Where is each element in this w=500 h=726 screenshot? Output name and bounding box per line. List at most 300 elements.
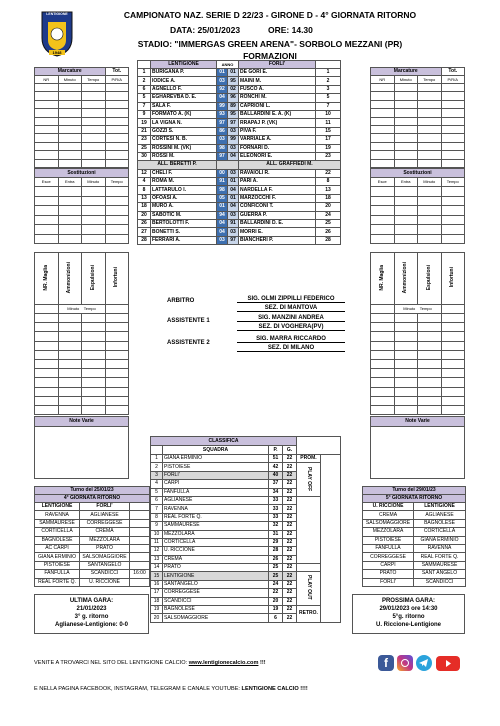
empty-cell bbox=[441, 314, 465, 323]
minute-tempo bbox=[58, 305, 105, 314]
lineup-row bbox=[138, 94, 341, 102]
turno-row bbox=[35, 544, 150, 552]
lineup-cell: 03 bbox=[217, 236, 228, 244]
standings-cell: 22 bbox=[283, 614, 297, 622]
lineup-cell: GOZZI S. bbox=[151, 127, 217, 135]
lineup-row bbox=[138, 194, 341, 202]
retro-label: RETRO. bbox=[297, 606, 321, 623]
standings-cell: 22 bbox=[283, 496, 297, 504]
standings-cell: 19 bbox=[151, 606, 163, 614]
lineup-cell: 01 bbox=[228, 69, 239, 77]
standings-cell: 31 bbox=[269, 530, 283, 538]
standings-cell: 18 bbox=[151, 597, 163, 605]
empty-cell bbox=[82, 100, 106, 108]
empty-cell bbox=[35, 225, 59, 235]
lineup-cell: 92 bbox=[217, 85, 228, 93]
lineup-cell: 03 bbox=[228, 211, 239, 219]
minute-label: Minuto bbox=[403, 306, 416, 311]
standings-row bbox=[151, 564, 341, 572]
lineup-cell: 91 bbox=[217, 178, 228, 186]
empty-cell bbox=[105, 215, 129, 225]
lineup-cell: 21 bbox=[138, 127, 151, 135]
empty-cell bbox=[82, 341, 106, 350]
lineup-cell: RRAPAJ P. (VK) bbox=[239, 119, 316, 127]
marcature-col: Minuto bbox=[58, 76, 82, 84]
turno-cell bbox=[130, 519, 150, 527]
turno-cell: GIANA ERMINIO bbox=[35, 553, 80, 561]
empty-cell bbox=[418, 225, 442, 235]
vertical-label: Infortuni bbox=[449, 267, 456, 288]
lineup-cell: SABOTIC M. bbox=[151, 211, 217, 219]
marcature-col: Tempo bbox=[418, 76, 442, 84]
turno-cell: FORLI' bbox=[363, 578, 414, 586]
sost-col: Tempo bbox=[105, 178, 129, 187]
empty-cell bbox=[35, 159, 59, 167]
empty-cell bbox=[35, 134, 59, 142]
empty-cell bbox=[418, 109, 442, 117]
lineup-cell: IODICE A. bbox=[151, 77, 217, 85]
tot-label: Tot. bbox=[105, 68, 129, 76]
sost-col: Minuto bbox=[82, 178, 106, 187]
lineup-cell: NARDELLA F. bbox=[239, 186, 316, 194]
last-match-box bbox=[34, 594, 149, 634]
empty-cell bbox=[82, 159, 106, 167]
standings-cell: SANTANGELO bbox=[163, 580, 269, 588]
empty-cell bbox=[105, 323, 129, 332]
empty-cell bbox=[394, 234, 418, 244]
turno-cell: GIANA ERMINIO bbox=[414, 536, 466, 544]
empty-cell bbox=[105, 396, 129, 405]
empty-cell bbox=[105, 378, 129, 387]
empty-cell bbox=[371, 142, 395, 150]
empty-cell bbox=[441, 387, 465, 396]
empty-cell bbox=[82, 396, 106, 405]
empty-cell bbox=[394, 196, 418, 206]
standings-cell: 22 bbox=[283, 547, 297, 555]
lineup-cell: 5 bbox=[138, 94, 151, 102]
empty-cell bbox=[58, 134, 82, 142]
ass1-name: SIG. MANZINI ANDREA bbox=[237, 315, 345, 322]
standings-table bbox=[150, 436, 341, 623]
minute-label: Minuto bbox=[67, 306, 80, 311]
turno-row bbox=[35, 519, 150, 527]
lineup-cell: 04 bbox=[217, 94, 228, 102]
empty-cell bbox=[297, 564, 321, 572]
turno-cell: REAL FORTE Q. bbox=[35, 578, 80, 586]
empty-cell bbox=[105, 187, 129, 197]
turno-row bbox=[35, 578, 150, 586]
lineup-cell: 1 bbox=[316, 69, 341, 77]
empty-cell bbox=[35, 405, 59, 414]
empty-cell bbox=[371, 234, 395, 244]
last-title: ULTIMA GARA: bbox=[69, 598, 114, 604]
empty-cell bbox=[82, 92, 106, 100]
empty-cell bbox=[394, 341, 418, 350]
lineup-cell: 13 bbox=[138, 194, 151, 202]
empty-cell bbox=[394, 405, 418, 414]
turno-cell: SCANDICCI bbox=[80, 570, 130, 578]
minute-tempo bbox=[394, 305, 441, 314]
empty-cell bbox=[441, 196, 465, 206]
formations-title: FORMAZIONI bbox=[243, 51, 297, 61]
marcature-col: P/R/A bbox=[441, 76, 465, 84]
empty-cell bbox=[394, 350, 418, 359]
empty-cell bbox=[35, 234, 59, 244]
telegram-icon[interactable] bbox=[416, 655, 432, 671]
empty-cell bbox=[418, 332, 442, 341]
lineup-row bbox=[138, 228, 341, 236]
standings-cell: AGLIANESE bbox=[163, 496, 269, 504]
empty-cell bbox=[418, 323, 442, 332]
lineup-cell: SALA F. bbox=[151, 102, 217, 110]
lineup-cell: GUERRA P. bbox=[239, 211, 316, 219]
empty-cell bbox=[371, 369, 395, 378]
lineup-cell: 1 bbox=[138, 69, 151, 77]
empty-cell bbox=[371, 359, 395, 368]
anno-label: ANNO bbox=[217, 61, 239, 69]
vertical-label: NR. Maglia bbox=[378, 264, 385, 291]
playoff-cell bbox=[297, 463, 321, 497]
standings-cell: 22 bbox=[283, 471, 297, 479]
turno-cell: CORREGGESE bbox=[363, 553, 414, 561]
empty-cell bbox=[35, 142, 59, 150]
vertical-header bbox=[371, 253, 395, 305]
empty-cell bbox=[58, 92, 82, 100]
lineup-cell: 23 bbox=[138, 136, 151, 144]
standings-cell: MEZZOLARA bbox=[163, 530, 269, 538]
lineup-cell: 03 bbox=[228, 169, 239, 177]
lineup-cell: 04 bbox=[228, 186, 239, 194]
turno-cell: FANFULLA bbox=[363, 544, 414, 552]
turno-cell: SANT ANGELO bbox=[414, 570, 466, 578]
empty-cell bbox=[371, 196, 395, 206]
empty-cell bbox=[441, 350, 465, 359]
standings-cell: 22 bbox=[283, 455, 297, 463]
standings-cell: 6 bbox=[151, 496, 163, 504]
empty-cell bbox=[441, 359, 465, 368]
p-label: P. bbox=[269, 446, 283, 455]
vertical-label: Ammonizioni bbox=[66, 261, 73, 294]
empty-cell bbox=[371, 314, 395, 323]
standings-cell: 12 bbox=[151, 547, 163, 555]
vertical-header bbox=[418, 253, 442, 305]
lineup-cell: 11 bbox=[316, 119, 341, 127]
turno-cell: RAVENNA bbox=[414, 544, 466, 552]
turno-row bbox=[35, 536, 150, 544]
empty-cell bbox=[35, 350, 59, 359]
empty-cell bbox=[82, 84, 106, 92]
lineup-cell: 05 bbox=[217, 194, 228, 202]
empty-cell bbox=[394, 142, 418, 150]
lineup-cell: 19 bbox=[138, 119, 151, 127]
empty-cell bbox=[35, 332, 59, 341]
standings-cell: FANFULLA bbox=[163, 488, 269, 496]
lineup-cell: 20 bbox=[316, 203, 341, 211]
sost-col: Tempo bbox=[441, 178, 465, 187]
standings-cell: 33 bbox=[269, 505, 283, 513]
turno-cell: CREMA bbox=[80, 528, 130, 536]
empty-cell bbox=[441, 234, 465, 244]
cell bbox=[316, 61, 341, 69]
lineup-cell: 8 bbox=[316, 178, 341, 186]
turno-cell: 16:00 bbox=[130, 570, 150, 578]
empty-cell bbox=[58, 387, 82, 396]
ass1-section: SEZ. DI VOGHERA(PV) bbox=[237, 324, 345, 331]
empty-cell bbox=[82, 323, 106, 332]
marcature-col: NR bbox=[371, 76, 395, 84]
lineup-row bbox=[138, 110, 341, 118]
empty-cell bbox=[394, 84, 418, 92]
tot-label: Tot. bbox=[441, 68, 465, 76]
vertical-header bbox=[58, 253, 82, 305]
lineup-cell: ELEONORI E. bbox=[239, 152, 316, 160]
empty-cell bbox=[394, 396, 418, 405]
empty-cell bbox=[35, 215, 59, 225]
next-match: U. Riccione-Lentigione bbox=[375, 622, 441, 628]
empty-cell bbox=[441, 84, 465, 92]
prom-label: PROM. bbox=[297, 455, 321, 463]
empty-cell bbox=[371, 84, 395, 92]
page-title: CAMPIONATO NAZ. SERIE D 22/23 - GIRONE D - 4° GIORNATA RITORNO bbox=[123, 10, 417, 20]
turno-h2: FORLI' bbox=[80, 503, 130, 511]
empty-cell bbox=[35, 109, 59, 117]
sostituzioni-table bbox=[370, 168, 465, 244]
standings-cell: 13 bbox=[151, 555, 163, 563]
lineup-cell: LA VIGNA N. bbox=[151, 119, 217, 127]
lineup-cell: 4 bbox=[138, 178, 151, 186]
standings-cell: 3 bbox=[151, 471, 163, 479]
vertical-label: Espulsioni bbox=[89, 264, 96, 291]
standings-cell: 34 bbox=[269, 488, 283, 496]
lineup-cell: BALLARDINI D. E. bbox=[239, 220, 316, 228]
lineup-cell: FORNARI D. bbox=[239, 144, 316, 152]
standings-cell: SALSOMAGGIORE bbox=[163, 614, 269, 622]
empty-cell bbox=[105, 159, 129, 167]
match-date: DATA: 25/01/2023 bbox=[170, 25, 241, 35]
sost-col: Esce bbox=[35, 178, 59, 187]
standings-cell: 2 bbox=[151, 463, 163, 471]
standings-cell: 5 bbox=[151, 488, 163, 496]
vertical-header bbox=[82, 253, 106, 305]
empty-cell bbox=[105, 305, 129, 314]
lineup-cell: BONETTI S. bbox=[151, 228, 217, 236]
standings-cell: 22 bbox=[283, 580, 297, 588]
lineup-cell: 95 bbox=[228, 110, 239, 118]
standings-cell: 22 bbox=[283, 606, 297, 614]
standings-cell: CORREGGESE bbox=[163, 589, 269, 597]
lineup-cell: 26 bbox=[138, 220, 151, 228]
empty-cell bbox=[394, 109, 418, 117]
empty-cell bbox=[35, 125, 59, 133]
empty-cell bbox=[394, 125, 418, 133]
turno-row bbox=[363, 553, 466, 561]
standings-row bbox=[151, 496, 341, 504]
empty-cell bbox=[82, 225, 106, 235]
turno-cell: PISTOIESE bbox=[363, 536, 414, 544]
empty-cell bbox=[371, 109, 395, 117]
lineup-row bbox=[138, 203, 341, 211]
match-time: ORE: 14.30 bbox=[268, 25, 313, 35]
empty-cell bbox=[58, 396, 82, 405]
lineup-cell: CAPRIONI L. bbox=[239, 102, 316, 110]
empty-cell bbox=[371, 396, 395, 405]
empty-cell bbox=[418, 84, 442, 92]
marcature-col: NR bbox=[35, 76, 59, 84]
marcature-col: Minuto bbox=[394, 76, 418, 84]
lineup-cell: 94 bbox=[217, 211, 228, 219]
standings-cell: 22 bbox=[283, 597, 297, 605]
coach-spacer bbox=[217, 161, 239, 169]
standings-title: CLASSIFICA bbox=[151, 437, 297, 446]
lineup-cell: 9 bbox=[138, 110, 151, 118]
lineup-cell: 98 bbox=[217, 144, 228, 152]
turno-subtitle: 5° GIORNATA RITORNO bbox=[363, 495, 466, 503]
lineup-cell: 20 bbox=[138, 211, 151, 219]
standings-cell: 40 bbox=[269, 471, 283, 479]
turno-title: Turno del 29/01/23 bbox=[363, 487, 466, 495]
lineup-cell: 01 bbox=[217, 69, 228, 77]
turno-row bbox=[363, 578, 466, 586]
standings-cell: 20 bbox=[269, 597, 283, 605]
empty-cell bbox=[441, 142, 465, 150]
standings-cell: 1 bbox=[151, 455, 163, 463]
empty-cell bbox=[105, 206, 129, 216]
lineup-row bbox=[138, 186, 341, 194]
standings-cell: 24 bbox=[269, 580, 283, 588]
standings-cell: 4 bbox=[151, 480, 163, 488]
empty-cell bbox=[105, 387, 129, 396]
lineup-cell: 03 bbox=[217, 136, 228, 144]
away-team-name: FORLI' bbox=[239, 61, 316, 69]
lineup-row bbox=[138, 69, 341, 77]
vertical-header bbox=[35, 253, 59, 305]
standings-cell: 33 bbox=[269, 513, 283, 521]
standings-cell: CREMA bbox=[163, 555, 269, 563]
turno-cell: SALSOMAGGIORE bbox=[80, 553, 130, 561]
vertical-label: Infortuni bbox=[113, 267, 120, 288]
lineup-row bbox=[138, 169, 341, 177]
standings-cell: 11 bbox=[151, 538, 163, 546]
sost-col: Entra bbox=[58, 178, 82, 187]
lineup-cell: 2 bbox=[316, 77, 341, 85]
empty-cell bbox=[35, 378, 59, 387]
empty-cell bbox=[58, 159, 82, 167]
vertical-header bbox=[105, 253, 129, 305]
next-date: 29/01/2023 ore 14:30 bbox=[379, 606, 438, 612]
lineup-cell: BALLARDINI E. A. (K) bbox=[239, 110, 316, 118]
empty-cell bbox=[58, 323, 82, 332]
lineup-cell: 25 bbox=[316, 220, 341, 228]
empty-cell bbox=[82, 405, 106, 414]
turno-left-table bbox=[34, 486, 150, 587]
youtube-icon[interactable] bbox=[436, 656, 460, 671]
empty-cell bbox=[58, 84, 82, 92]
empty-cell bbox=[58, 314, 82, 323]
empty-cell bbox=[441, 225, 465, 235]
standings-cell: BAGNOLESE bbox=[163, 606, 269, 614]
lineup-cell: 03 bbox=[228, 127, 239, 135]
turno-cell: CREMA bbox=[363, 511, 414, 519]
footer-site bbox=[34, 660, 266, 666]
standings-cell: U. RICCIONE bbox=[163, 547, 269, 555]
empty-cell bbox=[82, 187, 106, 197]
empty-cell bbox=[418, 187, 442, 197]
marcature-title: Marcature bbox=[35, 68, 106, 76]
empty-cell bbox=[105, 117, 129, 125]
empty-cell bbox=[58, 196, 82, 206]
empty-cell bbox=[418, 142, 442, 150]
standings-cell: 22 bbox=[283, 530, 297, 538]
empty-cell bbox=[58, 234, 82, 244]
empty-cell bbox=[394, 92, 418, 100]
empty-cell bbox=[418, 117, 442, 125]
lineup-row bbox=[138, 119, 341, 127]
lineup-cell: 12 bbox=[138, 169, 151, 177]
empty-cell bbox=[441, 151, 465, 159]
lineup-cell: 24 bbox=[316, 211, 341, 219]
standings-cell: 22 bbox=[283, 555, 297, 563]
facebook-icon[interactable]: f bbox=[378, 655, 394, 671]
empty-cell bbox=[371, 159, 395, 167]
turno-row bbox=[35, 561, 150, 569]
lineup-cell: 00 bbox=[217, 169, 228, 177]
empty-cell bbox=[418, 100, 442, 108]
empty-cell bbox=[105, 225, 129, 235]
empty-cell bbox=[105, 100, 129, 108]
footer-social-text: E NELLA PAGINA FACEBOOK, INSTAGRAM, TELEGRAM E CANALE YOUTUBE: bbox=[34, 686, 242, 692]
empty-cell bbox=[58, 187, 82, 197]
standings-cell: 33 bbox=[269, 496, 283, 504]
standings-cell: 10 bbox=[151, 530, 163, 538]
playoff-label: PLAY OFF bbox=[306, 466, 312, 491]
empty-cell bbox=[58, 378, 82, 387]
lineup-cell: VARRIALE A. bbox=[239, 136, 316, 144]
site-link[interactable]: www.lentigionecalcio.com bbox=[188, 660, 259, 666]
empty-cell bbox=[394, 100, 418, 108]
standings-row bbox=[151, 455, 341, 463]
standings-cell: 28 bbox=[269, 547, 283, 555]
empty-cell bbox=[441, 378, 465, 387]
lineup-cell: 7 bbox=[316, 102, 341, 110]
empty-cell bbox=[58, 125, 82, 133]
standings-cell: 22 bbox=[283, 505, 297, 513]
empty-cell bbox=[418, 369, 442, 378]
cell bbox=[138, 61, 151, 69]
disciplinary-table bbox=[34, 252, 129, 415]
empty-cell bbox=[35, 187, 59, 197]
empty-cell bbox=[321, 455, 341, 623]
footer-site-tail: !!! bbox=[258, 660, 266, 666]
lineup-cell: ROSSI M. bbox=[151, 152, 217, 160]
lineup-cell: 01 bbox=[217, 203, 228, 211]
turno-cell: U. RICCIONE bbox=[80, 578, 130, 586]
instagram-icon[interactable] bbox=[397, 655, 413, 671]
standings-row bbox=[151, 606, 341, 614]
standings-cell: 22 bbox=[283, 480, 297, 488]
turno-cell: PRATO bbox=[363, 570, 414, 578]
empty-cell bbox=[105, 134, 129, 142]
lineup-row bbox=[138, 236, 341, 244]
last-result: Aglianese-Lentigione: 0-0 bbox=[54, 622, 128, 628]
empty-cell bbox=[441, 206, 465, 216]
empty-cell bbox=[441, 369, 465, 378]
empty-cell bbox=[371, 100, 395, 108]
lineup-cell: 99 bbox=[228, 136, 239, 144]
last-date: 21/01/2023 bbox=[76, 606, 107, 612]
empty-cell bbox=[394, 215, 418, 225]
ass2-label: ASSISTENTE 2 bbox=[167, 340, 210, 346]
lineup-cell: 6 bbox=[138, 85, 151, 93]
